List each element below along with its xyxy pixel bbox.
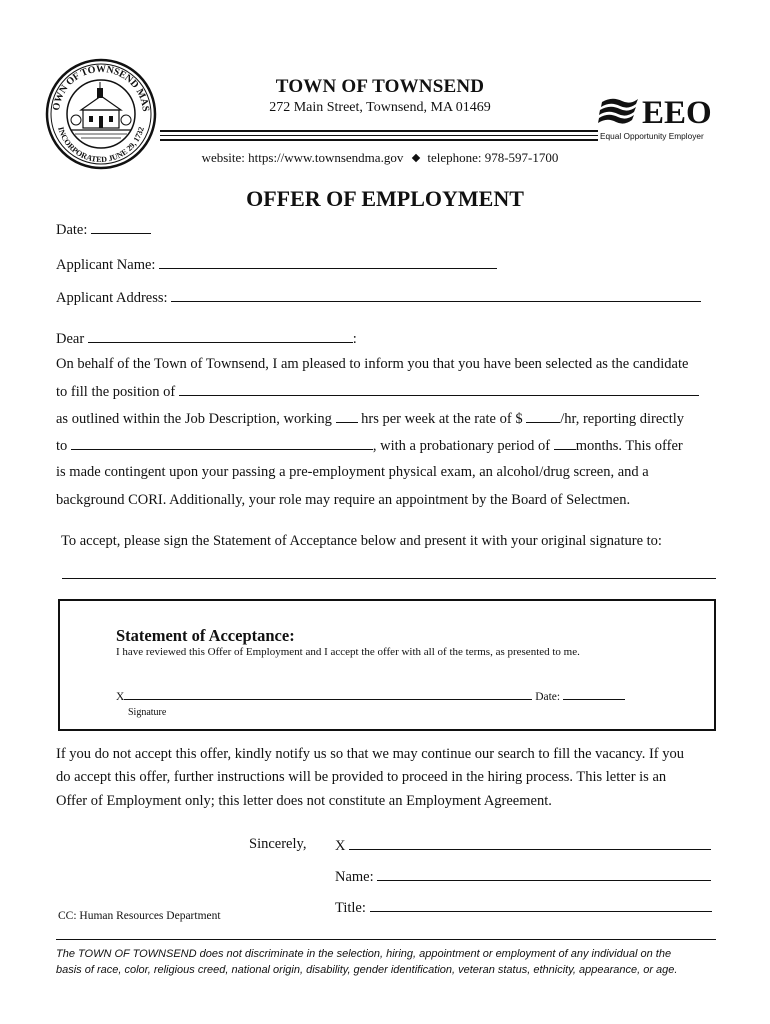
town-address: 272 Main Street, Townsend, MA 01469 — [269, 100, 491, 115]
header-rule-mid — [160, 135, 598, 136]
statement-date-label: Date: — [535, 691, 561, 703]
signer-signature-field[interactable] — [349, 837, 711, 850]
date-label: Date: — [56, 222, 88, 238]
applicant-address-label: Applicant Address: — [56, 290, 168, 306]
position-field[interactable] — [179, 383, 699, 396]
closing-line2: do accept this offer, further instructions will be provided to proceed in the hiring process. This letter is an — [56, 769, 667, 785]
probation-months-field[interactable] — [554, 437, 576, 450]
signer-name-row — [335, 868, 711, 886]
statement-title: Statement of Acceptance: — [116, 626, 295, 645]
statement-date-field[interactable] — [563, 689, 625, 700]
eeo-logo — [598, 88, 718, 144]
signer-signature-row — [335, 837, 711, 855]
closing-line1: If you do not accept this offer, kindly notify us so that we may continue our search to fill the vacancy. If you — [56, 746, 684, 762]
signer-title-row — [335, 899, 712, 917]
telephone-text: telephone: 978-597-1700 — [427, 150, 559, 165]
signer-x-label: X — [335, 838, 346, 854]
statement-signature-row — [116, 689, 625, 703]
dear-label: Dear — [56, 331, 85, 347]
closing-line3: Offer of Employment only; this letter does not constitute an Employment Agreement. — [56, 793, 552, 809]
hours-field[interactable] — [336, 410, 358, 423]
town-name: TOWN OF TOWNSEND — [275, 76, 485, 97]
applicant-name-field[interactable] — [159, 256, 497, 269]
return-to-field[interactable] — [62, 578, 716, 579]
para1-line1: On behalf of the Town of Townsend, I am pleased to inform you that you have been selected as the candidate — [56, 356, 689, 372]
statement-signature-field[interactable] — [124, 689, 532, 700]
eeo-caption: Equal Opportunity Employer — [600, 131, 704, 141]
signer-title-label: Title: — [335, 900, 366, 916]
supervisor-field[interactable] — [71, 437, 373, 450]
dear-name-field[interactable] — [88, 330, 353, 343]
rate-prefix-text: hrs per week at the rate of $ — [361, 411, 523, 427]
header-rule-bottom — [160, 139, 598, 141]
rate-field[interactable] — [526, 410, 560, 423]
flag-icon — [598, 99, 638, 124]
applicant-address-row — [56, 289, 701, 307]
date-field[interactable] — [91, 221, 151, 234]
accept-instruction: To accept, please sign the Statement of Acceptance below and present it with your original signature to: — [61, 533, 662, 549]
dear-colon: : — [352, 331, 357, 347]
town-seal-logo — [45, 58, 157, 170]
signer-name-label: Name: — [335, 869, 374, 885]
signature-caption: Signature — [128, 707, 167, 718]
svg-text:TOWN OF TOWNSEND MASS: OWN OF TOWNSEND MAS — [51, 63, 151, 113]
footer-rule — [56, 939, 716, 940]
months-text: months. This offer — [575, 438, 683, 454]
footer-line1: The TOWN OF TOWNSEND does not discriminate in the selection, hiring, appointment or employment of any individual on the — [56, 948, 672, 960]
contact-line — [150, 150, 610, 166]
eeo-wordmark: EEO — [642, 95, 712, 131]
diamond-bullet-icon — [412, 154, 420, 162]
signer-title-field[interactable] — [370, 899, 712, 912]
svg-text:INCORPORATED JUNE 29, 1732: INCORPORATED JUNE 29, 1732 — [56, 125, 146, 165]
to-text: to — [56, 438, 68, 454]
hours-prefix-text: as outlined within the Job Description, working — [56, 411, 332, 427]
footer-line2: basis of race, color, religious creed, national origin, disability, gender identification, veteran status, ethnicity, appearance, or age. — [56, 964, 678, 976]
statement-x-label: X — [116, 691, 125, 703]
header-rule-top — [160, 130, 598, 132]
nondiscrimination-footer — [56, 946, 722, 978]
supervisor-probation-row — [56, 437, 683, 455]
signer-name-field[interactable] — [377, 868, 711, 881]
position-row — [56, 383, 699, 401]
sincerely-label: Sincerely, — [249, 836, 307, 852]
website-link[interactable]: website: https://www.townsendma.gov — [201, 150, 404, 165]
para1-line5: is made contingent upon your passing a pre-employment physical exam, an alcohol/drug screen, and a — [56, 464, 649, 480]
position-label: to fill the position of — [56, 384, 176, 400]
para1-line6: background CORI. Additionally, your role may require an appointment by the Board of Selectmen. — [56, 492, 631, 508]
dear-row — [56, 330, 357, 348]
applicant-address-field[interactable] — [171, 289, 701, 302]
probation-text: , with a probationary period of — [372, 438, 551, 454]
document-title: OFFER OF EMPLOYMENT — [246, 186, 524, 211]
applicant-name-row — [56, 256, 497, 274]
applicant-name-label: Applicant Name: — [56, 257, 156, 273]
rate-suffix-text: /hr, reporting directly — [560, 411, 685, 427]
hours-rate-row — [56, 410, 684, 428]
cc-line: CC: Human Resources Department — [58, 910, 221, 922]
date-row — [56, 221, 151, 239]
statement-text: I have reviewed this Offer of Employment and I accept the offer with all of the terms, as presented to me. — [116, 646, 580, 658]
